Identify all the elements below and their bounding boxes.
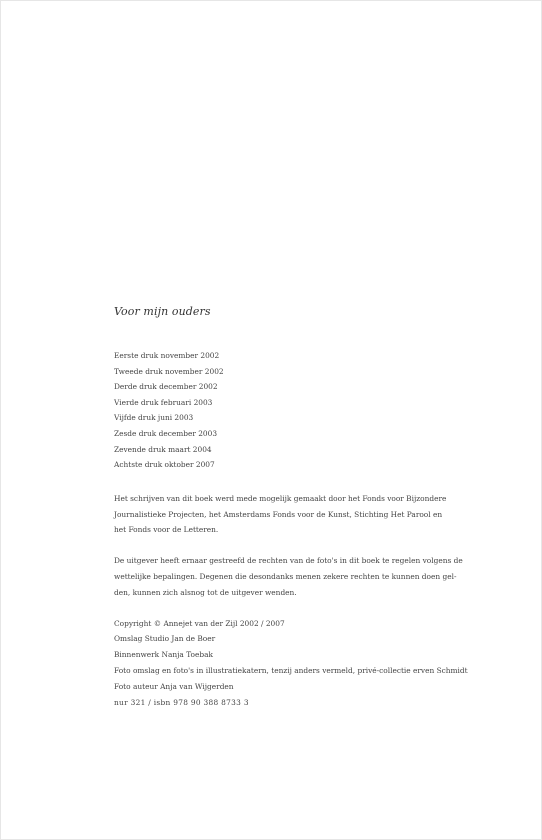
- funding-line: Journalistieke Projecten, het Amsterdams Fonds voor de Kunst, Stichting Het Parool en: [114, 509, 443, 519]
- funding-line: het Fonds voor de Letteren.: [114, 525, 219, 535]
- cover-credit: Omslag Studio Jan de Boer: [114, 634, 216, 644]
- interior-credit: Binnenwerk Nanja Toebak: [114, 650, 213, 660]
- funding-line: Het schrijven van dit boek werd mede mogelijk gemaakt door het Fonds voor Bijzondere: [114, 493, 447, 503]
- rights-line: den, kunnen zich alsnog tot de uitgever wenden.: [114, 587, 297, 597]
- print-history: [114, 348, 494, 473]
- credits: [114, 616, 494, 711]
- print-edition: Vierde druk februari 2003: [114, 397, 213, 407]
- print-edition: Vijfde druk juni 2003: [114, 413, 194, 423]
- copyright-line: Copyright © Annejet van der Zijl 2002 / 2007: [114, 618, 285, 628]
- rights-line: wettelijke bepalingen. Degenen die desondanks menen zekere rechten te kunnen doen gel-: [114, 571, 457, 581]
- print-edition: Derde druk december 2002: [114, 382, 218, 392]
- colophon: [114, 305, 494, 710]
- print-edition: Tweede druk november 2002: [114, 366, 224, 376]
- funding-paragraph: [114, 491, 494, 538]
- dedication: Voor mijn ouders: [114, 305, 211, 318]
- photo-credit: Foto omslag en foto's in illustratiekatern, tenzij anders vermeld, privé-collectie erven Schmidt: [114, 665, 468, 675]
- print-edition: Achtste druk oktober 2007: [114, 460, 215, 470]
- nur-isbn: nur 321 / isbn 978 90 388 8733 3: [114, 697, 249, 707]
- print-edition: Zevende druk maart 2004: [114, 444, 212, 454]
- rights-line: De uitgever heeft ernaar gestreefd de rechten van de foto's in dit boek te regelen volgens de: [114, 556, 463, 566]
- print-edition: Zesde druk december 2003: [114, 428, 218, 438]
- print-edition: Eerste druk november 2002: [114, 351, 220, 360]
- author-photo-credit: Foto auteur Anja van Wijgerden: [114, 681, 234, 691]
- rights-paragraph: [114, 553, 494, 600]
